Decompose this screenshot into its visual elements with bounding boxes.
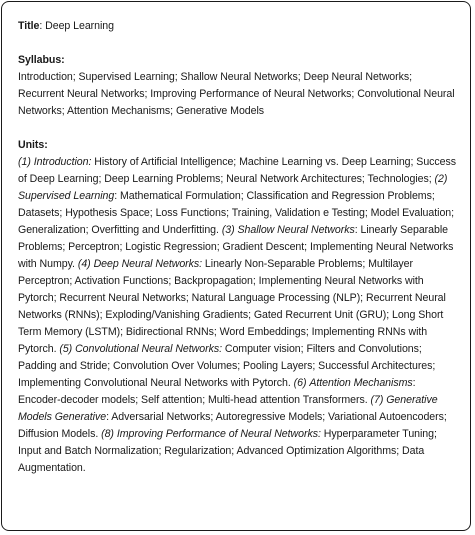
unit-number: (1) bbox=[18, 156, 31, 168]
syllabus-text: Introduction; Supervised Learning; Shallow Neural Networks; Deep Neural Networks; Recurrent Neural Networks; Improving Performance of Neural Networks; Convolutional Neural Networks; Attention Mechanisms; Generative Models bbox=[18, 71, 455, 117]
unit-topics: : Encoder-decoder models; Self attention; Multi-head attention Transformers. bbox=[18, 377, 416, 406]
unit-name: Supervised Learning bbox=[18, 190, 115, 202]
title-line bbox=[18, 18, 460, 35]
units-text bbox=[18, 154, 460, 477]
unit-number: (4) bbox=[77, 258, 91, 270]
unit-topics: Linearly Non-Separable Problems; Multilayer Perceptron; Activation Functions; Backpropagation; Implementing Neural Networks with Pytorch; Recurrent Neural Networks; Natural Language Processing (NLP); Recurrent Neural Networks (RNNs); Exploding/Vanishing Gradients; Gated Recurrent Unit (GRU); Long Short Term Memory (LSTM); Bidirectional RNNs; Word Embeddings; Implementing RNNs with Pytorch. bbox=[18, 258, 446, 355]
unit-name: Attention Mechanisms bbox=[309, 377, 413, 389]
unit-number: (2) bbox=[434, 173, 448, 185]
unit-number: (8) bbox=[101, 428, 114, 440]
unit-item bbox=[18, 156, 456, 185]
unit-topics: History of Artificial Intelligence; Machine Learning vs. Deep Learning; Success of Deep Learning; Deep Learning Problems; Neural Network Architectures; Technologies; bbox=[18, 156, 456, 185]
units-heading: Units: bbox=[18, 139, 48, 151]
unit-number: (6) bbox=[293, 377, 307, 389]
unit-name: Generative Models Generative bbox=[18, 394, 438, 423]
course-card bbox=[1, 1, 471, 531]
unit-name: Improving Performance of Neural Networks: bbox=[116, 428, 321, 440]
title-value: Deep Learning bbox=[45, 20, 114, 32]
unit-topics: : Mathematical Formulation; Classification and Regression Problems; Datasets; Hypothesis Space; Loss Functions; Training, Validation e Testing; Model Evaluation; Generalization; Overfitting and Underfitting. bbox=[18, 190, 455, 236]
unit-number: (7) bbox=[370, 394, 384, 406]
title-separator: : bbox=[39, 20, 46, 32]
unit-name: Introduction: bbox=[33, 156, 92, 168]
unit-name: Deep Neural Networks: bbox=[93, 258, 203, 270]
unit-name: Convolutional Neural Networks: bbox=[75, 343, 222, 355]
unit-number: (3) bbox=[221, 224, 235, 236]
unit-name: Shallow Neural Networks bbox=[237, 224, 355, 236]
unit-topics: Computer vision; Filters and Convolutions; Padding and Stride; Convolution Over Volumes; Pooling Layers; Successful Architectures; Implementing Convolutional Neural Networks with Pytorch. bbox=[18, 343, 436, 389]
unit-topics: : Linearly Separable Problems; Perceptron; Logistic Regression; Gradient Descent; Implementing Neural Networks with Numpy. bbox=[18, 224, 454, 270]
title-label: Title bbox=[18, 20, 40, 32]
unit-topics: Hyperparameter Tuning; Input and Batch Normalization; Regularization; Advanced Optimization Algorithms; Data Augmentation. bbox=[18, 428, 437, 474]
syllabus-heading: Syllabus: bbox=[18, 54, 65, 66]
unit-number: (5) bbox=[59, 343, 73, 355]
unit-topics: : Adversarial Networks; Autoregressive Models; Variational Autoencoders; Diffusion Models. bbox=[18, 411, 447, 440]
unit-item bbox=[18, 258, 446, 355]
